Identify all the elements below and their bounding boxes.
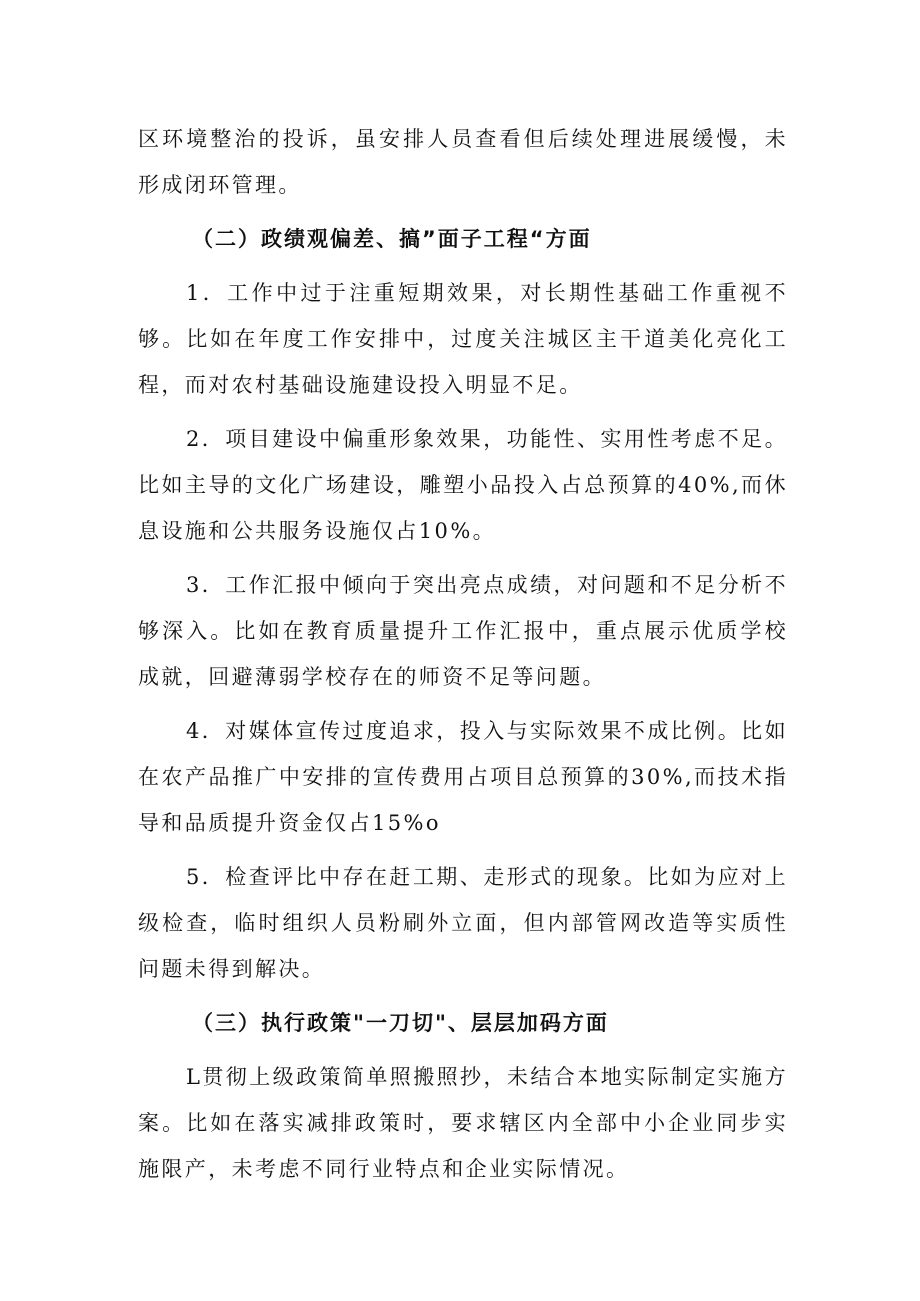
spacer bbox=[138, 846, 788, 854]
spacer bbox=[138, 208, 788, 216]
spacer bbox=[138, 262, 788, 270]
paragraph-item-2: 2．项目建设中偏重形象效果，功能性、实用性考虑不足。比如主导的文化广场建设，雕塑小品投入占总预算的40%,而休息设施和公共服务设施仅占10%。 bbox=[138, 427, 788, 543]
paragraph-item-6: L贯彻上级政策简单照搬照抄，未结合本地实际制定实施方案。比如在落实减排政策时，要求辖区内全部中小企业同步实施限产，未考虑不同行业特点和企业实际情况。 bbox=[138, 1065, 788, 1181]
paragraph-item-5: 5．检查评比中存在赶工期、走形式的现象。比如为应对上级检查，临时组织人员粉刷外立面，但内部管网改造等实质性问题未得到解决。 bbox=[138, 865, 788, 981]
section-heading-3: （三）执行政策"一刀切"、层层加码方面 bbox=[192, 1011, 609, 1035]
paragraph-continuation: 区环境整治的投诉，虽安排人员查看但后续处理进展缓慢，未形成闭环管理。 bbox=[138, 127, 788, 197]
document-body bbox=[138, 116, 788, 1192]
spacer bbox=[138, 1046, 788, 1054]
spacer bbox=[138, 408, 788, 416]
spacer bbox=[138, 700, 788, 708]
paragraph-item-1: 1．工作中过于注重短期效果，对长期性基础工作重视不够。比如在年度工作安排中，过度关注城区主干道美化亮化工程，而对农村基础设施建设投入明显不足。 bbox=[138, 281, 788, 397]
section-heading-2: （二）政绩观偏差、搞”面子工程“方面 bbox=[192, 227, 592, 251]
spacer bbox=[138, 554, 788, 562]
spacer bbox=[138, 992, 788, 1000]
paragraph-item-3: 3．工作汇报中倾向于突出亮点成绩，对问题和不足分析不够深入。比如在教育质量提升工作汇报中，重点展示优质学校成就，回避薄弱学校存在的师资不足等问题。 bbox=[138, 573, 788, 689]
paragraph-item-4: 4．对媒体宣传过度追求，投入与实际效果不成比例。比如在农产品推广中安排的宣传费用占项目总预算的30%,而技术指导和品质提升资金仅占15%o bbox=[138, 719, 788, 835]
